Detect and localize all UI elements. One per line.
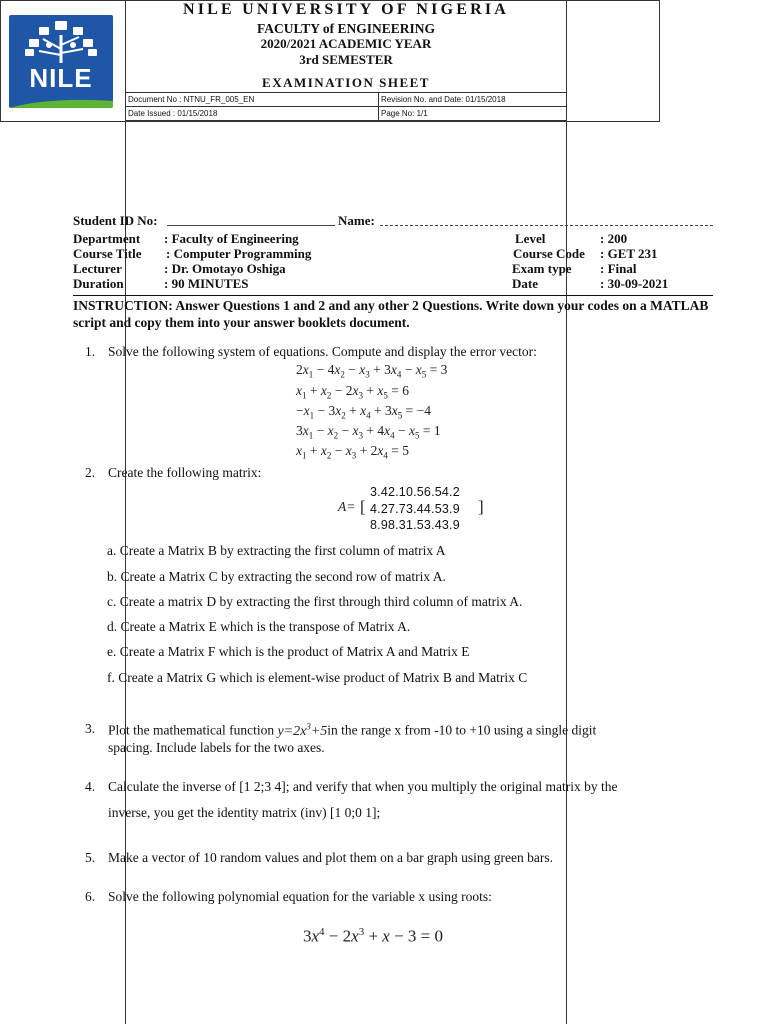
question-3-text-after: in the range x from -10 to +10 using a single digit xyxy=(327,722,597,738)
student-id-label: Student ID No: xyxy=(73,213,158,228)
header-box xyxy=(0,0,660,122)
duration-value: : 90 MINUTES xyxy=(164,276,249,291)
name-label: Name: xyxy=(338,213,375,228)
lecturer-label: Lecturer xyxy=(73,261,122,276)
semester: 3rd SEMESTER xyxy=(299,52,393,67)
polynomial-equation: $3x^4 - 2x^3 + x - 3 = 0$ xyxy=(303,926,444,946)
matrix-bracket-right: ] xyxy=(478,497,484,516)
question-5-number: 5. xyxy=(85,850,96,865)
date-issued: Date Issued : 01/15/2018 xyxy=(126,107,379,121)
equation-2: $x_1 + x_2 - 2x_3 + x_5 = 6$ xyxy=(296,383,409,401)
course-title-value: : Computer Programming xyxy=(166,246,312,261)
faculty-name: FACULTY of ENGINEERING xyxy=(256,21,436,36)
matrix-row-3: 8.98.31.53.43.9 xyxy=(370,518,460,532)
question-6-number: 6. xyxy=(85,889,96,904)
course-code-label: Course Code xyxy=(513,246,585,261)
document-no: Document No : NTNU_FR_005_EN xyxy=(126,93,379,107)
page-no: Page No: 1/1 xyxy=(379,107,567,121)
question-2-part-e: e. Create a Matrix F which is the product of Matrix A and Matrix E xyxy=(107,644,470,659)
student-id-line xyxy=(167,225,335,226)
exam-type-value: : Final xyxy=(600,261,637,276)
matrix-row-1: 3.42.10.56.54.2 xyxy=(370,485,460,499)
function-formula: $y=2x^3+5$ xyxy=(277,721,328,739)
document-meta-table xyxy=(125,92,567,121)
sheet-title: EXAMINATION SHEET xyxy=(262,75,430,90)
equation-4: $3x_1 - x_2 - x_3 + 4x_4 - x_5 = 1$ xyxy=(296,423,441,441)
university-logo xyxy=(9,15,113,108)
question-2-number: 2. xyxy=(85,465,96,480)
question-3-number: 3. xyxy=(85,721,96,736)
revision-info: Revision No. and Date: 01/15/2018 xyxy=(379,93,567,107)
question-2-part-f: f. Create a Matrix G which is element-wise product of Matrix B and Matrix C xyxy=(107,670,528,685)
question-2-part-b: b. Create a Matrix C by extracting the second row of matrix A. xyxy=(107,569,446,584)
question-3-line-2: spacing. Include labels for the two axes. xyxy=(108,740,325,755)
level-label: Level xyxy=(515,231,546,246)
exam-type-label: Exam type xyxy=(512,261,572,276)
lecturer-value: : Dr. Omotayo Oshiga xyxy=(164,261,286,276)
logo-wordmark: NILE xyxy=(29,63,93,93)
question-4-line-2: inverse, you get the identity matrix (inv) [1 0;0 1]; xyxy=(108,805,381,820)
university-name: NILE UNIVERSITY OF NIGERIA xyxy=(182,1,510,18)
name-line xyxy=(380,225,713,226)
academic-year: 2020/2021 ACADEMIC YEAR xyxy=(260,36,432,51)
question-5-text: Make a vector of 10 random values and plot them on a bar graph using green bars. xyxy=(108,850,553,865)
question-6-text: Solve the following polynomial equation for the variable x using roots: xyxy=(108,889,492,904)
equation-3: $-x_1 - 3x_2 + x_4 + 3x_5 = -4$ xyxy=(296,403,431,421)
grass-swoosh xyxy=(9,97,113,108)
instruction: INSTRUCTION: Answer Questions 1 and 2 and any other 2 Questions. Write down your codes on a MATLAB script and copy them into your answer booklets document. xyxy=(73,295,713,331)
question-2-part-c: c. Create a matrix D by extracting the first through third column of matrix A. xyxy=(107,594,523,609)
department-value: : Faculty of Engineering xyxy=(164,231,299,246)
course-title-label: Course Title xyxy=(73,246,142,261)
question-1-number: 1. xyxy=(85,344,96,359)
date-label: Date xyxy=(512,276,538,291)
question-3-text-before: Plot the mathematical function xyxy=(108,722,275,738)
question-4-number: 4. xyxy=(85,779,96,794)
header-divider-right xyxy=(566,0,567,1024)
question-2-part-d: d. Create a Matrix E which is the transpose of Matrix A. xyxy=(107,619,411,634)
question-2-part-a: a. Create a Matrix B by extracting the first column of matrix A xyxy=(107,543,446,558)
level-value: : 200 xyxy=(600,231,628,246)
question-4-line-1: Calculate the inverse of [1 2;3 4]; and verify that when you multiply the original matrix by the xyxy=(108,779,618,794)
course-code-value: : GET 231 xyxy=(600,246,658,261)
question-2-text: Create the following matrix: xyxy=(108,465,262,480)
question-3-line-1 xyxy=(108,721,596,740)
header-divider-left xyxy=(125,0,126,1024)
matrix-label: A= xyxy=(338,499,356,514)
matrix-bracket-left: [ xyxy=(360,497,366,516)
equation-5: $x_1 + x_2 - x_3 + 2x_4 = 5$ xyxy=(296,443,409,461)
date-value: : 30-09-2021 xyxy=(600,276,669,291)
equation-1: $2x_1 - 4x_2 - x_3 + 3x_4 - x_5 = 3$ xyxy=(296,362,448,380)
question-1-text: Solve the following system of equations. Compute and display the error vector: xyxy=(108,344,537,359)
duration-label: Duration xyxy=(73,276,124,291)
matrix-row-2: 4.27.73.44.53.9 xyxy=(370,502,460,516)
department-label: Department xyxy=(73,231,141,246)
